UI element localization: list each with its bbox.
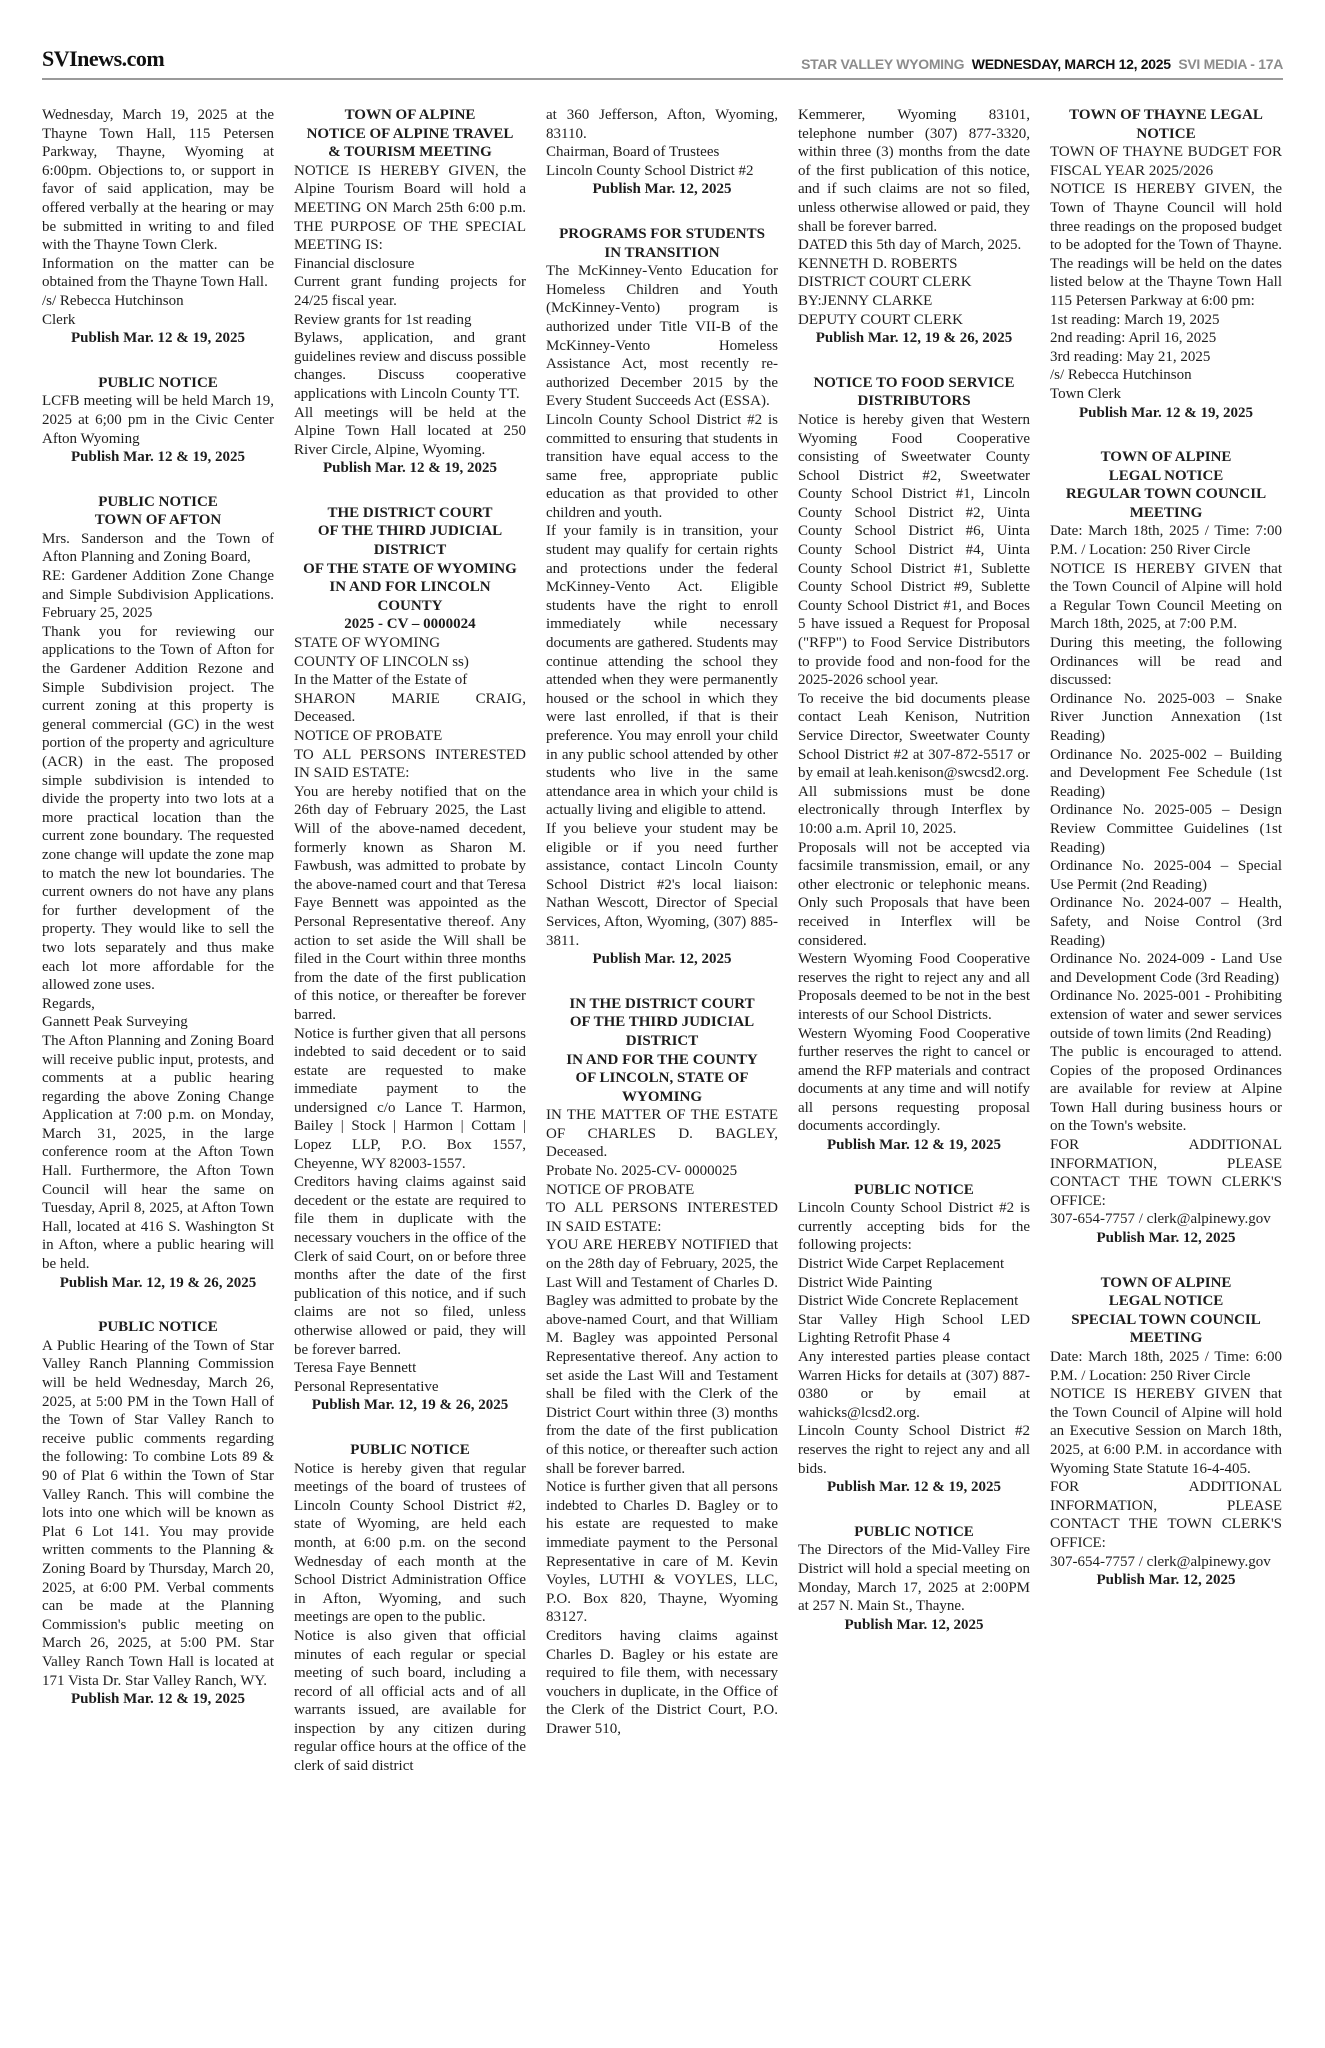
legal-notice (1050, 106, 1282, 422)
legal-notice (798, 374, 1030, 1155)
notice-title-line: 2025 - CV – 0000024 (344, 616, 476, 633)
notice-paragraph: BY:JENNY CLARKE (798, 292, 933, 309)
notice-title-line: MEETING (1129, 504, 1203, 521)
notice-paragraph: Lincoln County School District #2 is committed to ensuring that students in transition have equal access to the same free, appropriate public education as that provided to other children and youth. (546, 411, 778, 521)
notice-paragraph: Notice is further given that all persons indebted to said decedent or to said estate are requested to make immediate payment to the undersigned c/o Lance T. Harmon, Bailey | Stock | Harmon | Cottam | Lopez LLP, P.O. Box 1557, Cheyenne, WY 82003-1557. (294, 1025, 526, 1172)
notice-paragraph: District Wide Concrete Replacement (798, 1293, 1019, 1310)
publish-line: Publish Mar. 12 & 19, 2025 (70, 330, 246, 347)
notice-paragraph: Ordinance No. 2025-005 – Design Review Committee Guidelines (1st Reading) (1050, 802, 1282, 856)
notice-paragraph: Ordinance No. 2025-003 – Snake River Junction Annexation (1st Reading) (1050, 690, 1282, 744)
notice-paragraph: Date: March 18th, 2025 / Time: 7:00 P.M. / Location: 250 River Circle (1050, 523, 1282, 559)
notice-title-line: TOWN OF ALPINE (1100, 449, 1232, 466)
notice-paragraph: FOR ADDITIONAL INFORMATION, PLEASE CONTACT THE TOWN CLERK'S OFFICE: (1050, 1137, 1282, 1209)
notice-title-line: TOWN OF THAYNE LEGAL (1069, 107, 1263, 123)
notice-paragraph: The Afton Planning and Zoning Board will receive public input, protests, and comments at a public hearing regarding the above Zoning Change Application at 7:00 p.m. on Monday, March 31, 2025, in the large conference room at the Afton Town Hall. Furthermore, the Afton Town Council will hear the same on Tuesday, April 8, 2025, at Afton Town Hall, located at 416 S. Washington St in Afton, where a public hearing will be held. (42, 1032, 274, 1273)
legal-notice (1050, 448, 1282, 1248)
notice-paragraph: NOTICE IS HEREBY GIVEN, the Alpine Tourism Board will hold a MEETING ON March 25th 6:00 p.m. THE PURPOSE OF THE SPECIAL MEETING IS: (294, 162, 526, 254)
notice-title-line: LEGAL NOTICE (1108, 1293, 1224, 1310)
notice-paragraph: Creditors having claims against Charles D. Bagley or his estate are required to file them, with necessary vouchers in duplicate, in the Office of the Clerk of the District Court, P.O. Drawer 510, (546, 1627, 778, 1737)
notice-title-line: REGULAR TOWN COUNCIL (1065, 486, 1267, 503)
notice-paragraph: If your family is in transition, your student may qualify for certain rights and protections under the federal McKinney-Vento Act. Eligible students have the right to enroll immediately while necessary documents are gathered. Students may continue attending the school they attended when they were permanently housed or the school in which they were last enrolled, if that is their preference. You may enroll your child in any public school attended by other students who live in the same attendance area in which your child is actually living and eligible to attend. (546, 523, 778, 819)
notice-title-line: NOTICE OF ALPINE TRAVEL (306, 125, 514, 142)
notice-paragraph: All meetings will be held at the Alpine Town Hall located at 250 River Circle, Alpine, Wyoming. (294, 404, 526, 458)
header-location: STAR VALLEY WYOMING (801, 56, 965, 72)
column-2 (294, 106, 526, 1802)
legal-notice (798, 1181, 1030, 1497)
notice-paragraph: Any interested parties please contact Warren Hicks for details at (307) 887-0380 or by email at wahicks@lcsd2.org. (798, 1349, 1030, 1421)
notice-paragraph: Teresa Faye Bennett (294, 1360, 417, 1377)
notice-title-line: PUBLIC NOTICE (98, 374, 218, 391)
notice-paragraph: NOTICE IS HEREBY GIVEN that the Town Council of Alpine will hold a Regular Town Council Meeting on March 18th, 2025, at 7:00 P.M. (1050, 560, 1282, 633)
notice-paragraph: /s/ Rebecca Hutchinson (1050, 367, 1192, 384)
notice-paragraph: TO ALL PERSONS INTERESTED IN SAID ESTATE: (546, 1200, 778, 1235)
notice-paragraph: Star Valley High School LED Lighting Retrofit Phase 4 (798, 1311, 1030, 1347)
notice-paragraph: Creditors having claims against said decedent or the estate are required to file them in duplicate with the necessary vouchers in the office of the Clerk of said Court, on or before three months after the date of the first publication of this notice, and if such claims are not so filed, unless otherwise allowed or paid, they will be forever barred. (294, 1174, 526, 1358)
notice-paragraph: Western Wyoming Food Cooperative further reserves the right to cancel or amend the RFP materials and contract documents at any time and will notify all persons requesting proposal documents accordingly. (798, 1025, 1030, 1135)
notice-title-line: PROGRAMS FOR STUDENTS (559, 225, 765, 242)
notice-paragraph: 1st reading: March 19, 2025 (1050, 311, 1220, 328)
notice-paragraph: Proposals will not be accepted via facsimile transmission, email, or any other electronic or telephonic means. Only such Proposals that have been received in Interflex will be considered. (798, 839, 1030, 949)
notice-paragraph: Personal Representative (294, 1378, 439, 1395)
publish-line: Publish Mar. 12, 2025 (1096, 1572, 1236, 1589)
notice-paragraph: DATED this 5th day of March, 2025. (798, 237, 1022, 254)
notice-paragraph: /s/ Rebecca Hutchinson (42, 292, 184, 309)
notice-paragraph: NOTICE OF PROBATE (546, 1181, 695, 1198)
notice-paragraph: Ordinance No. 2024-007 – Health, Safety, and Noise Control (3rd Reading) (1050, 895, 1282, 949)
notice-title-line: OF THE THIRD JUDICIAL (317, 523, 503, 540)
notice-paragraph: Western Wyoming Food Cooperative reserves the right to reject any and all Proposals deemed to be not in the best interests of our School Districts. (798, 951, 1030, 1023)
notice-paragraph: DISTRICT COURT CLERK (798, 274, 972, 291)
publish-line: Publish Mar. 12, 19 & 26, 2025 (815, 330, 1013, 347)
column-1 (42, 106, 274, 1735)
notice-title-line: IN AND FOR LINCOLN (329, 579, 491, 596)
notice-paragraph: NOTICE IS HEREBY GIVEN, the Town of Thayne Council will hold three readings on the proposed budget to be adopted for the Town of Thayne. The readings will be held on the dates listed below at the Thayne Town Hall 115 Petersen Parkway at 6:00 pm: (1050, 181, 1282, 309)
notice-paragraph: FOR ADDITIONAL INFORMATION, PLEASE CONTACT THE TOWN CLERK'S OFFICE: (1050, 1479, 1282, 1551)
notice-paragraph: Gannett Peak Surveying (42, 1014, 188, 1031)
notice-paragraph: Thank you for reviewing our applications to the Town of Afton for the Gardener Addition Rezone and Simple Subdivision project. The current zoning at this property is general commercial (GC) in the west portion of the property and agriculture (ACR) in the east. The proposed simple subdivision is intended to divide the property into two lots at a more practical location than the current zone boundary. The requested zone change will update the zone map to match the new lot boundaries. The current owners do not have any plans for further development of the property. They would like to sell the two lots separately and thus make each lot more affordable for the allowed zone uses. (42, 623, 274, 994)
notice-paragraph: Wednesday, March 19, 2025 at the Thayne Town Hall, 115 Petersen Parkway, Thayne, Wyoming at 6:00pm. Objections to, or support in favor of said application, may be offered verbally at the hearing or may be submitted in writing to and filed with the Thayne Town Clerk. (42, 107, 274, 254)
notice-paragraph: TOWN OF THAYNE BUDGET FOR FISCAL YEAR 2025/2026 (1050, 144, 1282, 179)
legal-notice (546, 106, 778, 199)
notice-paragraph: Lincoln County School District #2 reserves the right to reject any and all bids. (798, 1423, 1030, 1477)
masthead-site-name: SVInews.com (42, 46, 165, 71)
publish-line: Publish Mar. 12 & 19, 2025 (826, 1479, 1002, 1496)
notice-paragraph: Financial disclosure (294, 255, 415, 272)
notice-paragraph: In the Matter of the Estate of (294, 672, 468, 689)
notice-title-line: DISTRICT (625, 1032, 699, 1049)
notice-paragraph: District Wide Carpet Replacement (798, 1256, 1005, 1273)
notice-paragraph: YOU ARE HEREBY NOTIFIED that on the 28th day of February, 2025, the Last Will and Testament of Charles D. Bagley was admitted to probate by the above-named Court, and that William M. Bagley was appointed Personal Representative thereof. Any action to set aside the Last Will and Testament shall be filed with the Clerk of the District Court within three (3) months from the date of the first publication of this notice, or thereafter such action shall be forever barred. (546, 1237, 778, 1477)
notice-title-line: PUBLIC NOTICE (98, 1319, 218, 1336)
notice-paragraph: Kemmerer, Wyoming 83101, telephone number (307) 877-3320, within three (3) months from the date of the first publication of this notice, and if such claims are not so filed, unless otherwise allowed or paid, they shall be forever barred. (798, 107, 1030, 235)
legal-notice (294, 1441, 526, 1776)
header-page-number: SVI MEDIA - 17A (1178, 56, 1283, 72)
notice-title-line: PUBLIC NOTICE (854, 1523, 974, 1540)
legal-notice (294, 504, 526, 1415)
notice-paragraph: Lincoln County School District #2 (546, 162, 754, 179)
header-date: WEDNESDAY, MARCH 12, 2025 (971, 56, 1171, 72)
notice-paragraph: NOTICE OF PROBATE (294, 728, 443, 744)
header-dateline (797, 56, 1283, 72)
notice-paragraph: Mrs. Sanderson and the Town of Afton Planning and Zoning Board, (42, 530, 274, 566)
notice-title-line: IN TRANSITION (604, 244, 720, 261)
publish-line: Publish Mar. 12, 19 & 26, 2025 (311, 1397, 509, 1414)
notice-title-line: TOWN OF AFTON (94, 512, 222, 529)
notice-paragraph: KENNETH D. ROBERTS (798, 255, 958, 272)
notice-paragraph: Current grant funding projects for 24/25 fiscal year. (294, 274, 526, 309)
legal-notice (42, 1318, 274, 1708)
notice-paragraph: The public is encouraged to attend. Copies of the proposed Ordinances are available for review at Alpine Town Hall during business hours or on the Town's website. (1050, 1044, 1282, 1135)
notice-paragraph: Review grants for 1st reading (294, 311, 472, 328)
publish-line: Publish Mar. 12, 2025 (844, 1616, 984, 1633)
notice-title-line: PUBLIC NOTICE (854, 1181, 974, 1198)
notice-paragraph: Ordinance No. 2024-009 - Land Use and Development Code (3rd Reading) (1050, 951, 1282, 986)
notice-title-line: OF THE THIRD JUDICIAL (569, 1014, 755, 1031)
legal-notice (546, 225, 778, 969)
notice-paragraph: 3rd reading: May 21, 2025 (1050, 348, 1211, 365)
notice-paragraph: Date: March 18th, 2025 / Time: 6:00 P.M. / Location: 250 River Circle (1050, 1349, 1282, 1384)
notices-columns (0, 80, 1325, 1802)
notice-paragraph: The McKinney-Vento Education for Homeless Children and Youth (McKinney-Vento) program is authorized under Title VII-B of the McKinney-Vento Homeless Assistance Act, most recently re-authorized December 2015 by the Every Student Succeeds Act (ESSA). (546, 263, 778, 410)
notice-paragraph: Lincoln County School District #2 is currently accepting bids for the following projects: (798, 1200, 1030, 1254)
column-5 (1050, 106, 1282, 1616)
notice-paragraph: Town Clerk (1050, 385, 1122, 402)
legal-notice (42, 374, 274, 467)
notice-title-line: OF LINCOLN, STATE OF (575, 1070, 749, 1087)
notice-title-line: IN THE DISTRICT COURT (569, 995, 755, 1012)
notice-paragraph: 307-654-7757 / clerk@alpinewy.gov (1050, 1211, 1271, 1228)
notice-title-line: NOTICE (1136, 125, 1196, 142)
notice-title-line: DISTRIBUTORS (857, 393, 971, 410)
notice-paragraph: NOTICE IS HEREBY GIVEN that the Town Council of Alpine will hold an Executive Session on March 18th, 2025, at 6:00 P.M. in accordance with Wyoming State Statute 16-4-405. (1050, 1386, 1282, 1477)
notice-paragraph: 2nd reading: April 16, 2025 (1050, 330, 1217, 347)
notice-title-line: IN AND FOR THE COUNTY (566, 1051, 758, 1068)
notice-paragraph: A Public Hearing of the Town of Star Valley Ranch Planning Commission will be held Wednesday, March 26, 2025, at 5:00 PM in the Town Hall of the Town of Star Valley Ranch to receive public comments regarding the following: To combine Lots 89 & 90 of Plat 6 within the Town of Star Valley Ranch. This will combine the lots into one which will be known as Plat 6 Lot 141. You may provide written comments to the Planning & Zoning Board by Thursday, March 20, 2025, at 6:00 PM. Verbal comments can be made at the Planning Commission's public meeting on March 26, 2025, at 5:00 PM. Star Valley Ranch Town Hall is located at 171 Vista Dr. Star Valley Ranch, WY. (42, 1337, 274, 1689)
legal-notice (1050, 1274, 1282, 1590)
notice-paragraph: LCFB meeting will be held March 19, 2025 at 6;00 pm in the Civic Center Afton Wyoming (42, 393, 274, 447)
legal-notice (42, 106, 274, 348)
publish-line: Publish Mar. 12 & 19, 2025 (1078, 404, 1254, 421)
publish-line: Publish Mar. 12, 19 & 26, 2025 (59, 1274, 257, 1291)
notice-paragraph: Ordinance No. 2025-001 - Prohibiting extension of water and sewer services outside of town limits (2nd Reading) (1050, 988, 1282, 1042)
notice-paragraph: 307-654-7757 / clerk@alpinewy.gov (1050, 1553, 1271, 1570)
notice-title-line: & TOURISM MEETING (328, 144, 492, 161)
publish-line: Publish Mar. 12 & 19, 2025 (70, 1691, 246, 1708)
notice-title-line: PUBLIC NOTICE (98, 493, 218, 510)
notice-paragraph: Chairman, Board of Trustees (546, 144, 720, 161)
legal-notice (42, 493, 274, 1293)
notice-paragraph: Information on the matter can be obtained from the Thayne Town Hall. (42, 255, 274, 291)
publish-line: Publish Mar. 12 & 19, 2025 (826, 1137, 1002, 1154)
notice-title-line: TOWN OF ALPINE (344, 107, 476, 123)
notice-paragraph: Notice is also given that official minutes of each regular or special meeting of such board, including a record of all official acts and of all warrants issued, are available for inspection by any citizen during regular office hours at the office of the clerk of said district (294, 1627, 526, 1775)
notice-paragraph: During this meeting, the following Ordinances will be read and discussed: (1050, 635, 1282, 689)
notice-paragraph: Notice is hereby given that Western Wyoming Food Cooperative consisting of Sweetwater County School District #2, Sweetwater County School District #1, Lincoln County School District #2, Uinta County School District #6, Uinta County School District #4, Uinta County School District #1, Sublette County School District #9, Sublette County School District #1, and Boces 5 have issued a Request for Proposal ("RFP") to Food Service Distributors to provide food and non-food for the 2025-2026 school year. (798, 411, 1030, 689)
notice-title-line: DISTRICT (373, 542, 447, 559)
notice-paragraph: COUNTY OF LINCOLN ss) (294, 653, 469, 670)
legal-notice (798, 1523, 1030, 1635)
notice-paragraph: Bylaws, application, and grant guidelines review and discuss possible changes. Discuss cooperative applications with Lincoln County TT. (294, 330, 526, 402)
notice-paragraph: Ordinance No. 2025-004 – Special Use Permit (2nd Reading) (1050, 858, 1282, 893)
notice-title-line: MEETING (1129, 1330, 1203, 1347)
notice-title-line: THE DISTRICT COURT (327, 504, 493, 521)
notice-paragraph: District Wide Painting (798, 1274, 933, 1291)
notice-paragraph: Regards, (42, 995, 95, 1012)
publish-line: Publish Mar. 12, 2025 (1096, 1230, 1236, 1247)
notice-paragraph: Clerk (42, 311, 76, 328)
notice-paragraph: Notice is hereby given that regular meetings of the board of trustees of Lincoln County School District #2, state of Wyoming, are held each month, at 6:00 p.m. on the second Wednesday of each month at the School District Administration Office in Afton, Wyoming, and such meetings are open to the public. (294, 1460, 526, 1626)
notice-paragraph: All submissions must be done electronically through Interflex by 10:00 a.m. April 10, 2025. (798, 783, 1030, 837)
page-header (0, 0, 1325, 78)
publish-line: Publish Mar. 12, 2025 (592, 181, 732, 198)
notice-title-line: WYOMING (622, 1088, 702, 1105)
notice-title-line: PUBLIC NOTICE (350, 1441, 470, 1458)
notice-paragraph: Notice is further given that all persons indebted to Charles D. Bagley or to his estate are requested to make immediate payment to the Personal Representative in care of M. Kevin Voyles, LUTHI & VOYLES, LLC, P.O. Box 820, Thayne, Wyoming 83127. (546, 1479, 778, 1626)
notice-title-line: TOWN OF ALPINE (1100, 1274, 1232, 1291)
legal-notice (798, 106, 1030, 348)
publish-line: Publish Mar. 12 & 19, 2025 (70, 449, 246, 466)
notice-paragraph: TO ALL PERSONS INTERESTED IN SAID ESTATE: (294, 746, 526, 782)
legal-notice (546, 995, 778, 1739)
notice-title-line: OF THE STATE OF WYOMING (303, 560, 517, 577)
notice-paragraph: RE: Gardener Addition Zone Change and Simple Subdivision Applications. February 25, 2025 (42, 568, 274, 622)
notice-paragraph: STATE OF WYOMING (294, 635, 441, 652)
notice-paragraph: Ordinance No. 2025-002 – Building and Development Fee Schedule (1st Reading) (1050, 746, 1282, 800)
notice-paragraph: To receive the bid documents please contact Leah Kenison, Nutrition Service Director, Sweetwater County School District #2 at 307-872-5517 or by email at leah.kenison@swcsd2.org. (798, 690, 1030, 782)
legal-notice (294, 106, 526, 478)
column-4 (798, 106, 1030, 1660)
publish-line: Publish Mar. 12 & 19, 2025 (322, 460, 498, 477)
notice-paragraph: at 360 Jefferson, Afton, Wyoming, 83110. (546, 107, 778, 142)
notice-title-line: LEGAL NOTICE (1108, 467, 1224, 484)
notice-title-line: SPECIAL TOWN COUNCIL (1071, 1311, 1261, 1328)
notice-paragraph: If you believe your student may be eligible or if you need further assistance, contact Lincoln County School District #2's local liaison: Nathan Wescott, Director of Special Services, Afton, Wyoming, (307) 885-3811. (546, 820, 778, 949)
notice-paragraph: DEPUTY COURT CLERK (798, 311, 963, 328)
notice-paragraph: You are hereby notified that on the 26th day of February 2025, the Last Will of the above-named decedent, formerly known as Sharon M. Fawbush, was admitted to probate by the above-named court and that Teresa Faye Bennett was appointed as the Personal Representative thereof. Any action to set aside the Will shall be filed in the Court within three months from the date of the first publication of this notice, or thereafter be forever barred. (294, 783, 526, 1023)
notice-paragraph: IN THE MATTER OF THE ESTATE OF CHARLES D. BAGLEY, Deceased. (546, 1107, 778, 1161)
notice-paragraph: Probate No. 2025-CV- 0000025 (546, 1163, 738, 1180)
notice-paragraph: SHARON MARIE CRAIG, Deceased. (294, 690, 526, 726)
column-3 (546, 106, 778, 1764)
notice-title-line: NOTICE TO FOOD SERVICE (813, 374, 1015, 391)
notice-title-line: COUNTY (377, 597, 443, 614)
notice-paragraph: The Directors of the Mid-Valley Fire District will hold a special meeting on Monday, March 17, 2025 at 2:00PM at 257 N. Main St., Thayne. (798, 1542, 1030, 1615)
publish-line: Publish Mar. 12, 2025 (592, 951, 732, 968)
